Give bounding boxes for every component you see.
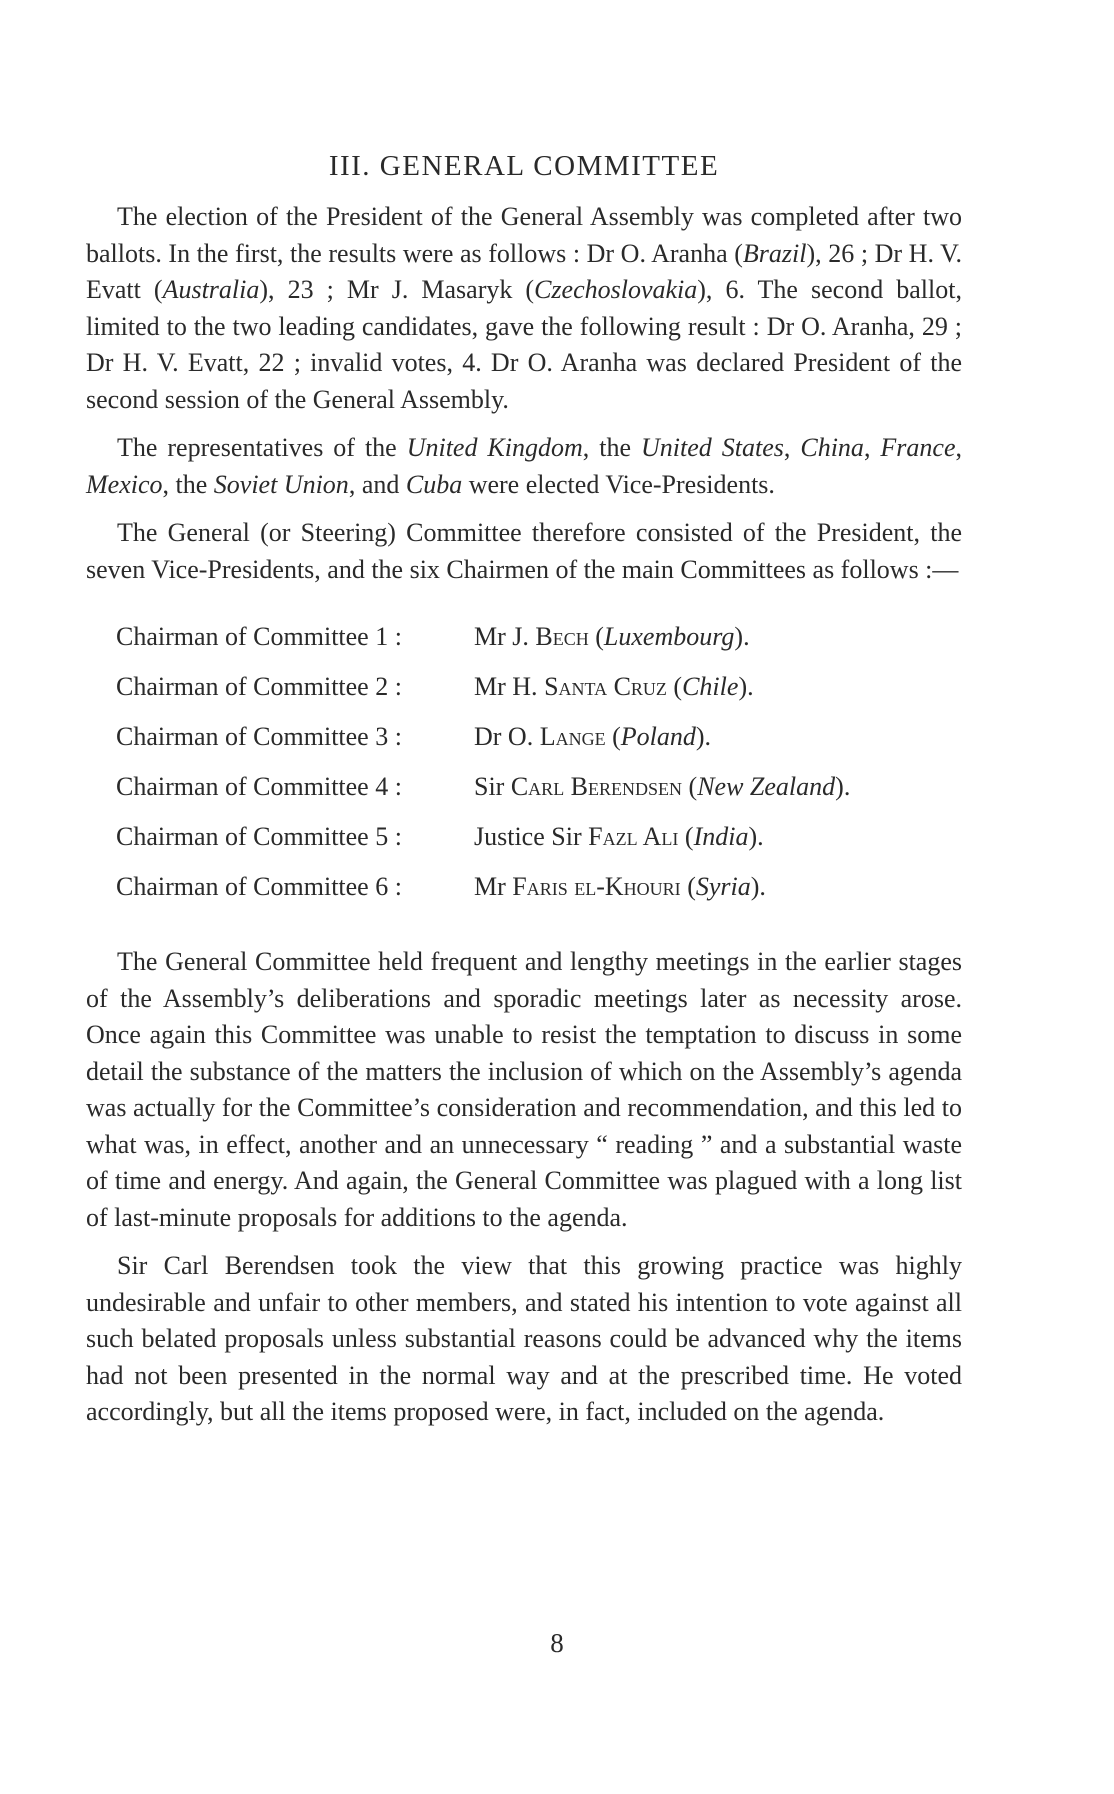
chairman-label: Chairman of Committee 6 :	[116, 872, 402, 901]
text-run: The representatives of the	[117, 433, 407, 462]
chairman-country: Poland	[620, 722, 696, 751]
italic-term: China	[800, 433, 864, 462]
chairman-name: Bech	[535, 622, 589, 651]
italic-term: United States	[641, 433, 784, 462]
chairman-row-6: Chairman of Committee 6 : Mr Faris el-Khouri (Syria).	[86, 862, 962, 912]
chairman-country: India	[693, 822, 749, 851]
section-heading: III. GENERAL COMMITTEE	[328, 150, 720, 182]
chairman-title: Mr H.	[474, 672, 545, 701]
text-run: ), 23 ; Mr J. Masaryk (	[259, 275, 535, 304]
italic-term: Cuba	[405, 469, 463, 499]
chairman-name: Carl Berendsen	[510, 772, 683, 801]
page-number: 8	[550, 1628, 564, 1658]
chairman-country: Chile	[682, 672, 739, 701]
chairman-label: Chairman of Committee 4 :	[116, 772, 402, 801]
paragraph-committee-meetings: The General Committee held frequent and lengthy meetings in the earlier stages of the Assembly’s deliberations and sporadic meetings later as necessity arose. Once again this Committee was unable to resist the temptation to discuss in some detail the substance of the matters the inclusion of which on the Assembly’s agenda was actually for the Committee’s consideration and recommendation, and this led to what was, in effect, another and an unnecessary “ reading ” and a substantial waste of time and energy. And again, the General Committee was plagued with a long list of last-minute proposals for additions to the agenda.	[86, 947, 962, 1232]
italic-term: France	[880, 433, 956, 462]
text-run: , and	[348, 469, 406, 499]
text-run: , the	[162, 469, 214, 499]
chairman-label: Chairman of Committee 1 :	[116, 622, 402, 651]
italic-term: Brazil	[742, 238, 807, 268]
chairman-country: New Zealand	[697, 772, 836, 801]
chairman-title: Mr	[474, 872, 513, 901]
italic-term: Australia	[162, 275, 260, 304]
text-run: , the	[582, 433, 642, 462]
chairman-title: Dr O.	[474, 722, 540, 751]
chairman-name: Fazl Ali	[588, 822, 679, 851]
paragraph-berendsen-view: Sir Carl Berendsen took the view that this growing practice was highly undesirable and unfair to other members, and stated his intention to vote against all such belated proposals unless substantial reasons could be advanced why the items had not been presented in the normal way and at the prescribed time. He voted accordingly, but all the items proposed were, in fact, included on the agenda.	[86, 1251, 962, 1426]
text-run: ,	[863, 433, 881, 462]
page-content	[86, 150, 962, 1431]
chairman-row-5: Chairman of Committee 5 : Justice Sir Fazl Ali (India).	[86, 812, 962, 862]
italic-term: Czechoslovakia	[534, 275, 698, 304]
text-run: ), 6. The second ballot, limited to the two leading candidates, gave the following result : Dr O. Aranha, 29 ; Dr H. V. Evatt, 22 ; invalid votes, 4. Dr O. Aranha was declared President of the second session of the General Assembly.	[86, 275, 962, 414]
chairman-label: Chairman of Committee 3 :	[116, 722, 402, 751]
chairman-row-2: Chairman of Committee 2 : Mr H. Santa Cruz (Chile).	[86, 662, 962, 712]
chairmen-list	[86, 612, 962, 912]
italic-term: Soviet Union	[213, 469, 349, 499]
chairman-title: Sir	[474, 772, 511, 801]
chairman-title: Mr J.	[474, 622, 536, 651]
chairman-row-3: Chairman of Committee 3 : Dr O. Lange (Poland).	[86, 712, 962, 762]
paragraph-election-results	[86, 199, 962, 418]
chairman-label: Chairman of Committee 2 :	[116, 672, 402, 701]
text-run: ,	[783, 433, 801, 462]
chairman-row-4: Chairman of Committee 4 : Sir Carl Berendsen (New Zealand).	[86, 762, 962, 812]
paragraph-vice-presidents	[86, 430, 962, 503]
chairman-label: Chairman of Committee 5 :	[116, 822, 402, 851]
text-run: ,	[955, 433, 963, 462]
chairman-name: Santa Cruz	[544, 672, 667, 701]
paragraph-committee-composition: The General (or Steering) Committee therefore consisted of the President, the seven Vice-Presidents, and the six Chairmen of the main Committees as follows :—	[86, 518, 962, 584]
chairman-country: Syria	[695, 872, 751, 901]
chairman-country: Luxembourg	[603, 622, 735, 651]
text-run: were elected Vice-Presidents.	[462, 469, 775, 499]
text-run: ), 26 ; Dr H. V. Evatt (	[86, 238, 962, 304]
chairman-name: Lange	[539, 722, 606, 751]
chairman-name: Faris el-Khouri	[512, 872, 681, 901]
chairman-row-1: Chairman of Committee 1 : Mr J. Bech (Luxembourg).	[86, 612, 962, 662]
text-run: The election of the President of the General Assembly was completed after two ballots. In the first, the results were as follows : Dr O. Aranha (	[86, 202, 962, 268]
italic-term: United Kingdom	[406, 433, 583, 462]
chairman-title: Justice Sir	[474, 822, 589, 851]
italic-term: Mexico	[86, 469, 163, 499]
